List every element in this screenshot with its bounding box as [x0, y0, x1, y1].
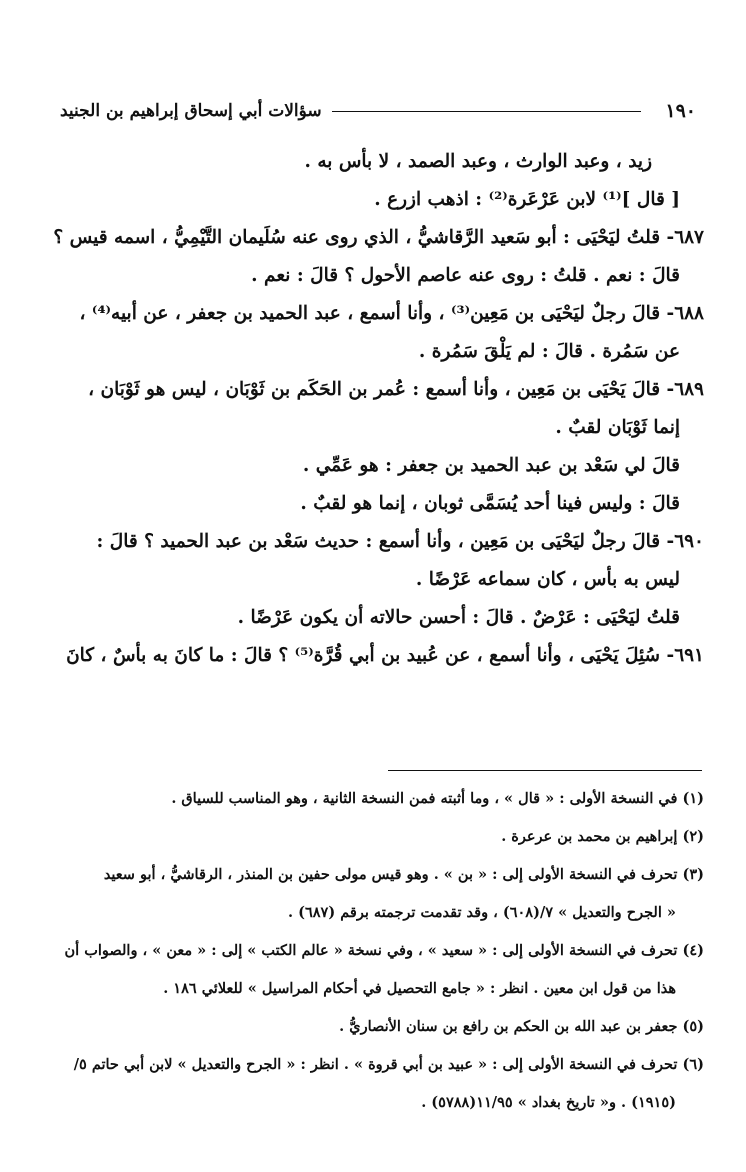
text-line: زيد ، وعبد الوارث ، وعبد الصمد ، لا بأس به .: [304, 151, 652, 172]
footnote-1: (١) في النسخة الأولى : « قال » ، وما أثبته فمن النسخة الثانية ، وهو المناسب للسياق .: [171, 790, 704, 807]
header-rule: [332, 111, 642, 112]
footnote-separator: [388, 770, 702, 771]
entry-689: ٦٨٩- قالَ يَحْيَى بن مَعِين ، وأنا أسمع : عُمر بن الحَكَم بن ثَوْبَان ، ليس هو ثَوْبَان ،: [88, 379, 704, 400]
footnote-4-cont: هذا من قول ابن معين . انظر : « جامع التحصيل في أحكام المراسيل » للعلائي ١٨٦ .: [163, 980, 676, 997]
text-line: [ قال ]⁽¹⁾ لابن عَرْعَرة⁽²⁾ : اذهب ازرع .: [374, 189, 680, 210]
footnotes: [44, 786, 704, 1128]
entry-690: ٦٩٠- قالَ رجلٌ ليَحْيَى بن مَعِين ، وأنا أسمع : حديث سَعْد بن عبد الحميد ؟ قالَ :: [96, 531, 704, 552]
footnote-4: (٤) تحرف في النسخة الأولى إلى : « سعيد » ، وفي نسخة « عالم الكتب » إلى : « معن » ، والصواب أن: [64, 942, 704, 959]
running-header: [60, 96, 696, 126]
text-line: ليس به بأس ، كان سماعه عَرْضًا .: [415, 569, 680, 590]
text-line: إنما ثَوْبَان لقبٌ .: [555, 417, 680, 438]
footnote-2: (٢) إبراهيم بن محمد بن عرعرة .: [501, 828, 704, 845]
entry-688: ٦٨٨- قالَ رجلٌ ليَحْيَى بن مَعِين⁽³⁾ ، وأنا أسمع ، عبد الحميد بن جعفر ، عن أبيه⁽⁴⁾ ،: [79, 303, 704, 324]
footnote-6-cont: (١٩١٥) . و« تاريخ بغداد » ١١/٩٥(٥٧٨٨) .: [421, 1094, 676, 1111]
footnote-6: (٦) تحرف في النسخة الأولى إلى : « عبيد بن أبي قروة » . انظر : « الجرح والتعديل » لابن أبي حاتم ٥/: [73, 1056, 704, 1073]
running-title: سؤالات أبي إسحاق إبراهيم بن الجنيد: [60, 101, 322, 121]
text-line: قالَ : وليس فينا أحد يُسَمَّى ثوبان ، إنما هو لقبٌ .: [300, 493, 680, 514]
text-line: عن سَمُرة . قالَ : لم يَلْقَ سَمُرة .: [418, 341, 680, 362]
text-line: قلتُ ليَحْيَى : عَرْضٌ . قالَ : أحسن حالاته أن يكون عَرْضًا .: [237, 607, 680, 628]
text-line: قالَ لي سَعْد بن عبد الحميد بن جعفر : هو عَمِّي .: [302, 455, 680, 476]
footnote-3: (٣) تحرف في النسخة الأولى إلى : « بن » . وهو قيس مولى حفين بن المنذر ، الرقاشيُّ ، أبو سعيد: [103, 866, 704, 883]
main-text: [44, 143, 704, 675]
text-line: قالَ : نعم . قلتُ : روى عنه عاصم الأحول ؟ قالَ : نعم .: [251, 265, 680, 286]
entry-691: ٦٩١- سُئِلَ يَحْيَى ، وأنا أسمع ، عن عُبيد بن أبي قُرَّة⁽⁵⁾ ؟ قالَ : ما كانَ به بأسٌ ، كانَ: [66, 645, 704, 666]
footnote-3-cont: « الجرح والتعديل » ٧/(٦٠٨) ، وقد تقدمت ترجمته برقم (٦٨٧) .: [288, 904, 676, 921]
footnote-5: (٥) جعفر بن عبد الله بن الحكم بن رافع بن سنان الأنصاريُّ .: [339, 1018, 704, 1035]
entry-687: ٦٨٧- قلتُ ليَحْيَى : أبو سَعيد الرَّقاشيُّ ، الذي روى عنه سُلَيمان التَّيْمِيُّ ، اسمه قيس ؟: [53, 227, 704, 248]
page-number: ١٩٠: [665, 100, 696, 122]
